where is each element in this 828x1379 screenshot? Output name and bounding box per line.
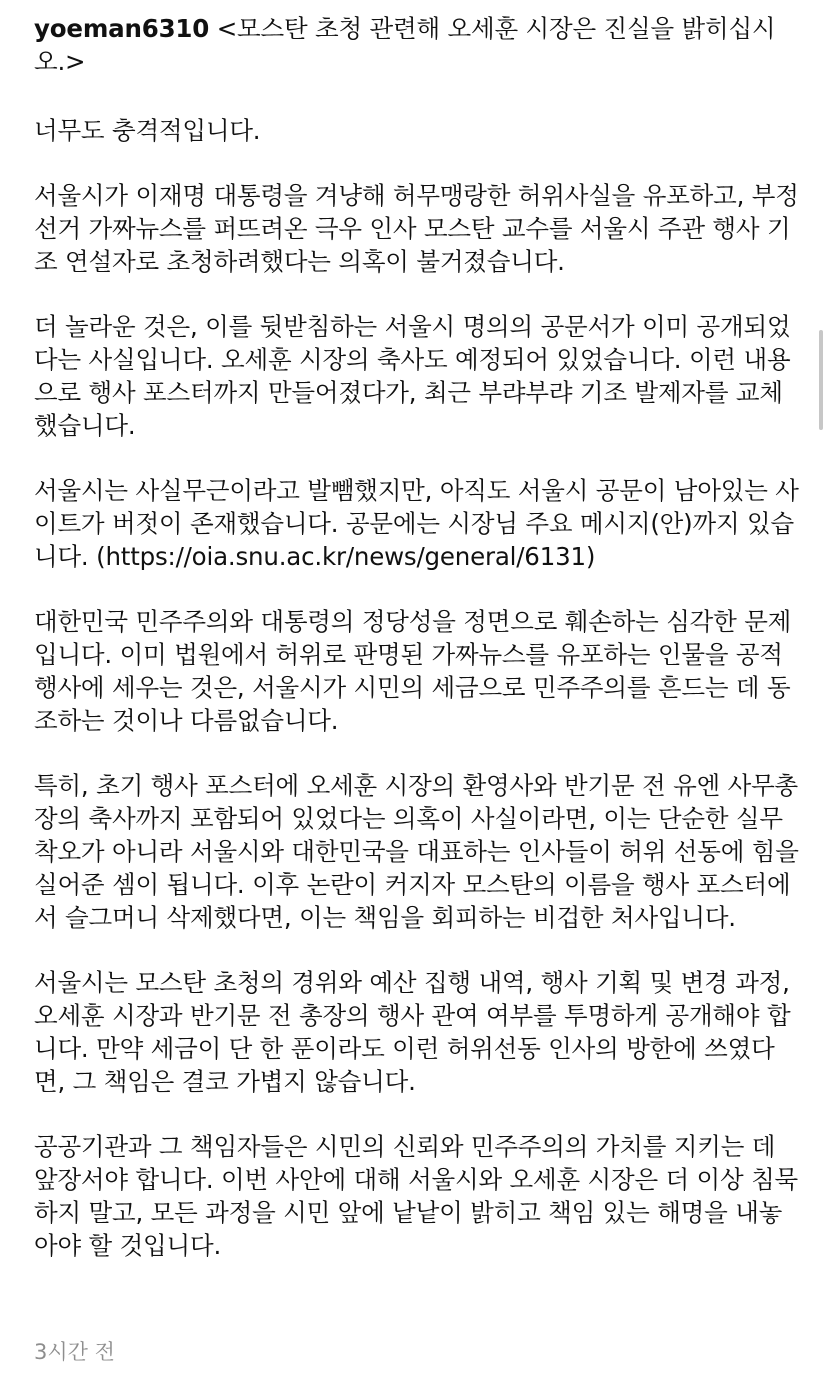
caption-paragraph: 더 놀라운 것은, 이를 뒷받침하는 서울시 명의의 공문서가 이미 공개되었다는 사실입니다. 오세훈 시장의 축사도 예정되어 있었습니다. 이런 내용으로 행사 포스터까지 만들어졌다가, 최근 부랴부랴 기조 발제자를 교체했습니다. xyxy=(34,312,791,440)
caption-paragraph: 서울시는 모스탄 초청의 경위와 예산 집행 내역, 행사 기획 및 변경 과정, 오세훈 시장과 반기문 전 총장의 행사 관여 여부를 투명하게 공개해야 합니다. 만약 세금이 단 한 푼이라도 이런 허위선동 인사의 방한에 쓰였다면, 그 책임은 결코 가볍지 않습니다. xyxy=(34,968,791,1096)
username-link[interactable]: yoeman6310 xyxy=(34,14,210,43)
caption-paragraph: 대한민국 민주주의와 대통령의 정당성을 정면으로 훼손하는 심각한 문제입니다. 이미 법원에서 허위로 판명된 가짜뉴스를 유포하는 인물을 공적 행사에 세우는 것은, 서울시가 시민의 세금으로 민주주의를 흔드는 데 동조하는 것이나 다름없습니다. xyxy=(34,607,792,735)
caption-paragraph: 너무도 충격적입니다. xyxy=(34,116,261,145)
caption-header xyxy=(34,12,800,78)
caption-paragraph: 공공기관과 그 책임자들은 시민의 신뢰와 민주주의의 가치를 지키는 데 앞장서야 합니다. 이번 사안에 대해 서울시와 오세훈 시장은 더 이상 침묵하지 말고, 모든 과정을 시민 앞에 낱낱이 밝히고 책임 있는 해명을 내놓아야 할 것입니다. xyxy=(34,1132,799,1260)
caption-paragraph: 서울시가 이재명 대통령을 겨냥해 허무맹랑한 허위사실을 유포하고, 부정선거 가짜뉴스를 퍼뜨려온 극우 인사 모스탄 교수를 서울시 주관 행사 기조 연설자로 초청하려했다는 의혹이 불거졌습니다. xyxy=(34,181,799,276)
post-timestamp: 3시간 전 xyxy=(34,1340,115,1364)
post-caption xyxy=(34,12,800,1294)
caption-paragraph: 서울시는 사실무근이라고 발뺌했지만, 아직도 서울시 공문이 남아있는 사이트가 버젓이 존재했습니다. 공문에는 시장님 주요 메시지(안)까지 있습니다. (https://oia.snu.ac.kr/news/general/6131) xyxy=(34,476,799,571)
scrollbar-thumb[interactable] xyxy=(819,330,823,430)
post-title: <모스탄 초청 관련해 오세훈 시장은 진실을 밝히십시오.> xyxy=(34,14,776,76)
caption-paragraph: 특히, 초기 행사 포스터에 오세훈 시장의 환영사와 반기문 전 유엔 사무총장의 축사까지 포함되어 있었다는 의혹이 사실이라면, 이는 단순한 실무 착오가 아니라 서울시와 대한민국을 대표하는 인사들이 허위 선동에 힘을 실어준 셈이 됩니다. 이후 논란이 커지자 모스탄의 이름을 행사 포스터에서 슬그머니 삭제했다면, 이는 책임을 회피하는 비겁한 처사입니다. xyxy=(34,771,799,932)
